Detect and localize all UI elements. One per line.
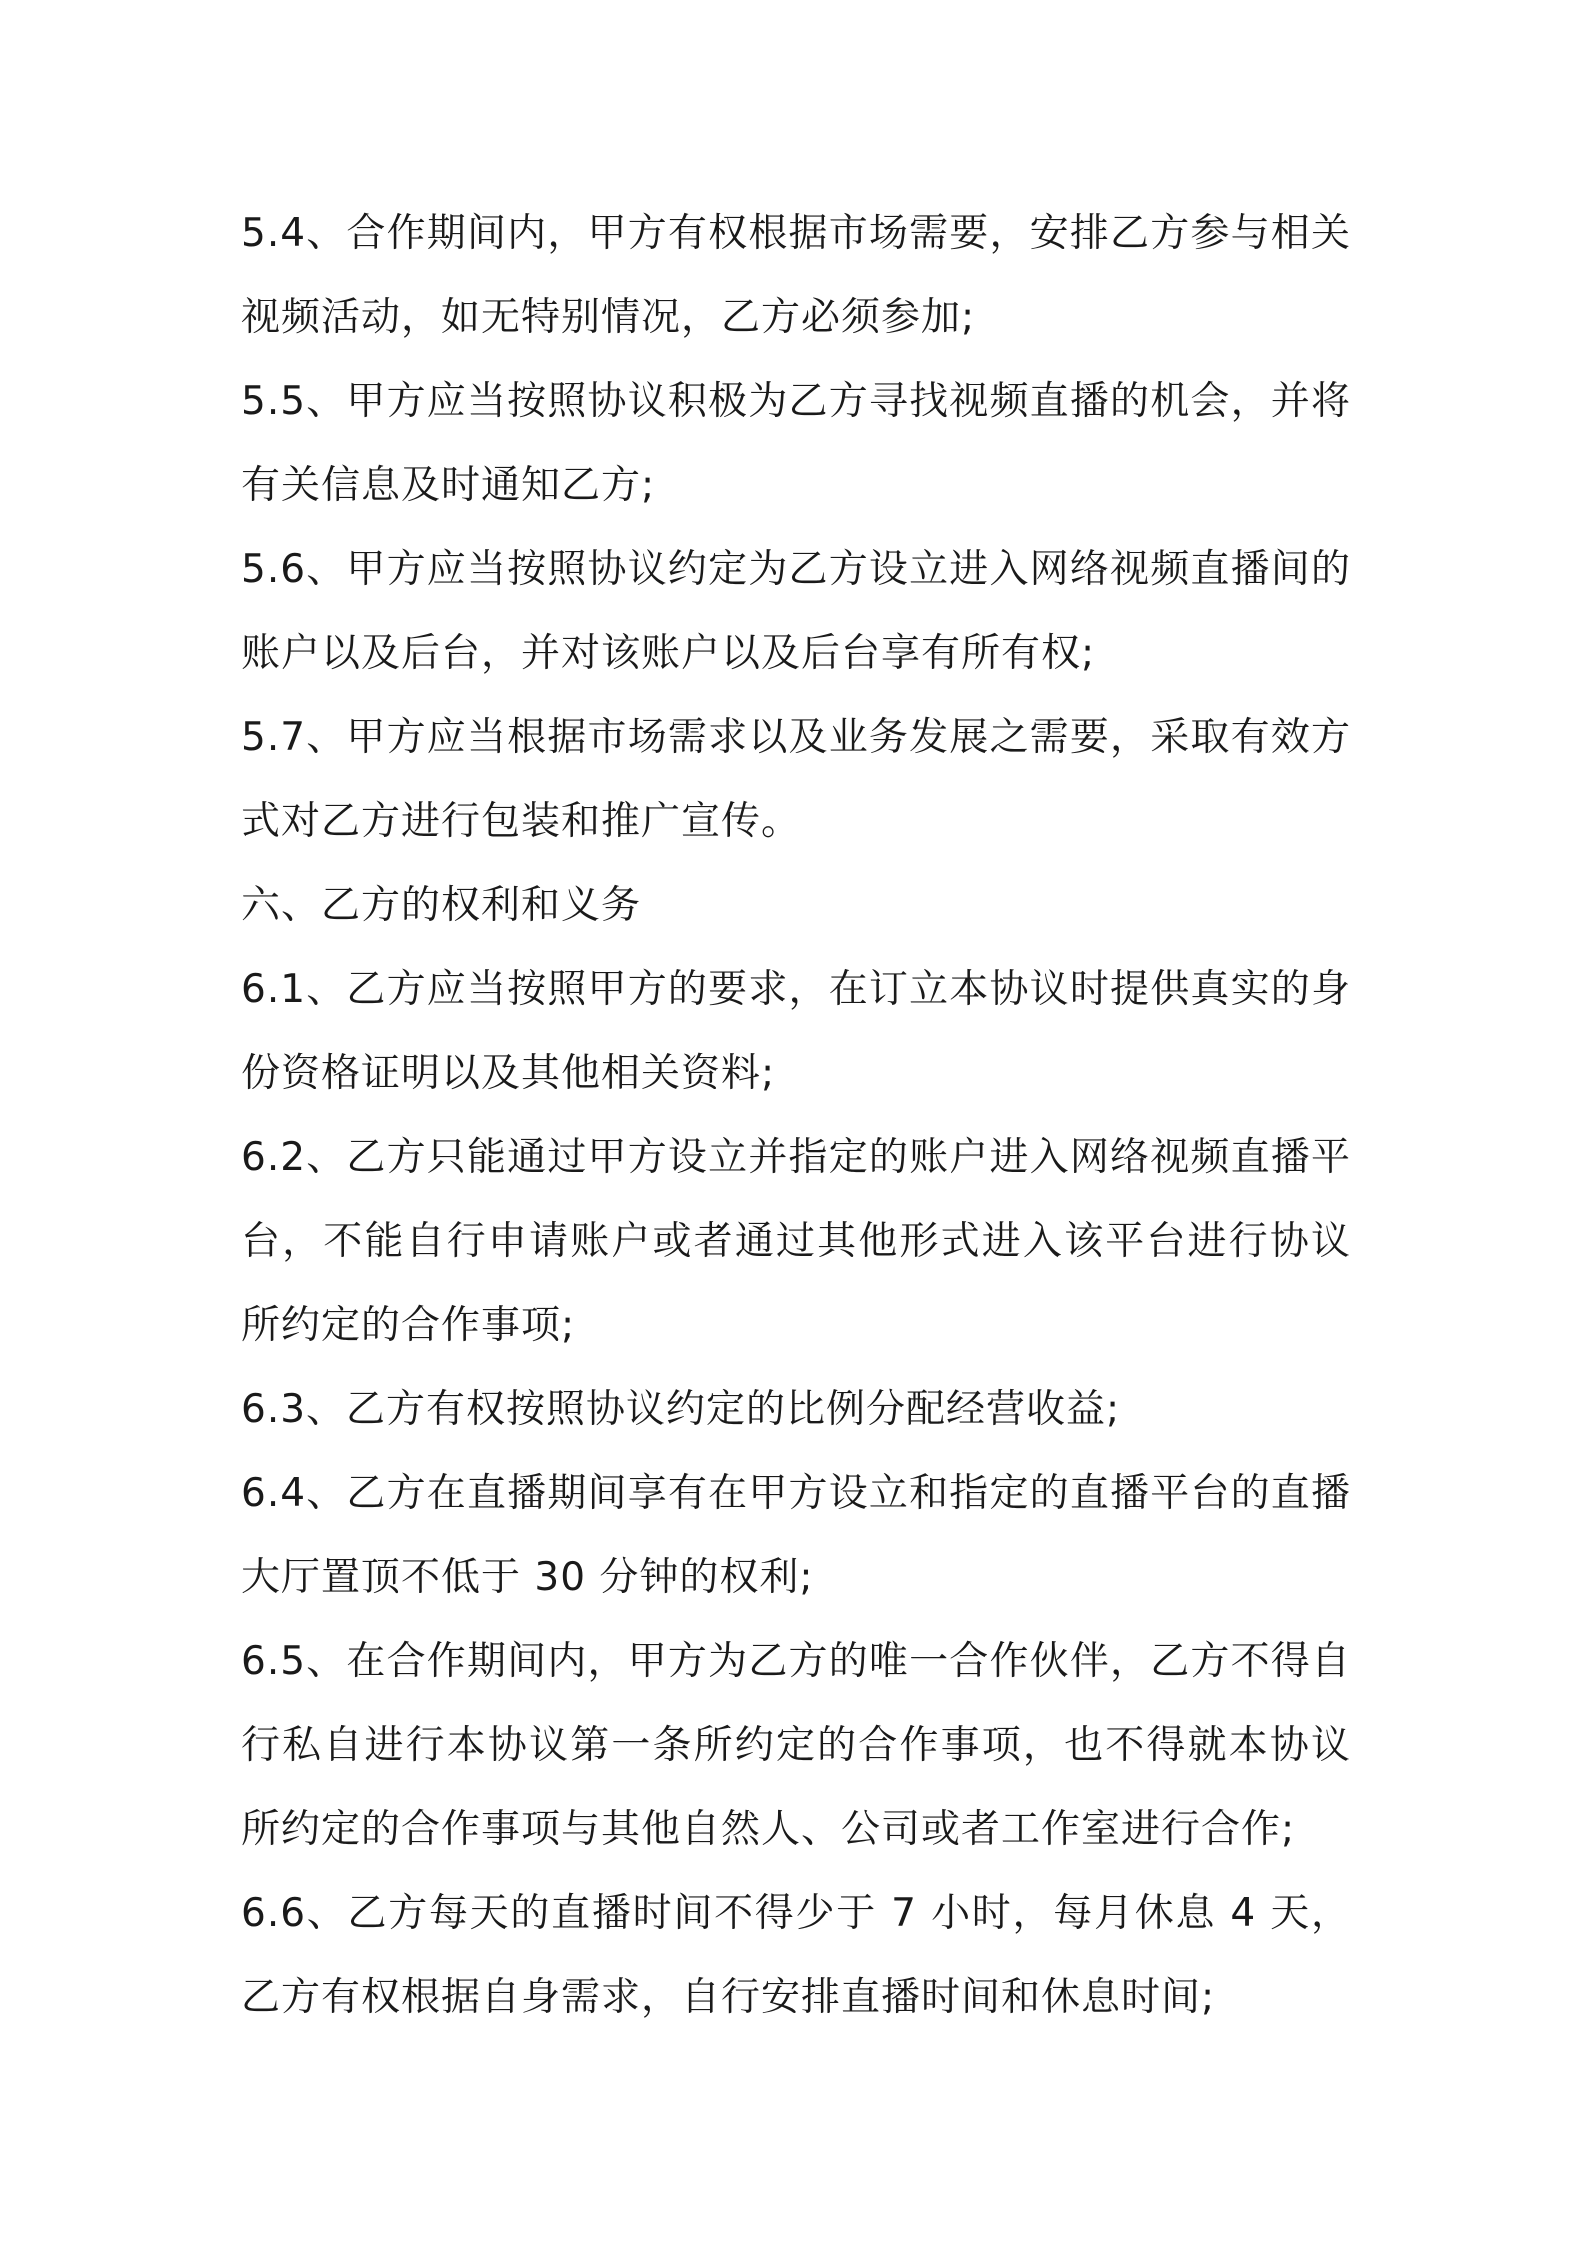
document-body — [241, 192, 1351, 2040]
clause-5-5: 5.5、甲方应当按照协议积极为乙方寻找视频直播的机会，并将有关信息及时通知乙方; — [241, 379, 1351, 508]
clause-6-1: 6.1、乙方应当按照甲方的要求，在订立本协议时提供真实的身份资格证明以及其他相关资料; — [241, 967, 1351, 1096]
clause-6-4: 6.4、乙方在直播期间享有在甲方设立和指定的直播平台的直播大厅置顶不低于 30 分钟的权利; — [241, 1471, 1351, 1600]
clause-5-6: 5.6、甲方应当按照协议约定为乙方设立进入网络视频直播间的账户以及后台，并对该账户以及后台享有所有权; — [241, 547, 1351, 676]
clause-5-4: 5.4、合作期间内，甲方有权根据市场需要，安排乙方参与相关视频活动，如无特别情况，乙方必须参加; — [241, 211, 1351, 340]
clause-6-3: 6.3、乙方有权按照协议约定的比例分配经营收益; — [241, 1387, 1121, 1432]
clause-6-6: 6.6、乙方每天的直播时间不得少于 7 小时，每月休息 4 天，乙方有权根据自身需求，自行安排直播时间和休息时间; — [241, 1891, 1351, 2020]
clause-5-7: 5.7、甲方应当根据市场需求以及业务发展之需要，采取有效方式对乙方进行包装和推广宣传。 — [241, 715, 1351, 844]
section-heading-6: 六、乙方的权利和义务 — [241, 883, 642, 928]
clause-6-2: 6.2、乙方只能通过甲方设立并指定的账户进入网络视频直播平台，不能自行申请账户或者通过其他形式进入该平台进行协议所约定的合作事项; — [241, 1135, 1351, 1348]
clause-6-5: 6.5、在合作期间内，甲方为乙方的唯一合作伙伴，乙方不得自行私自进行本协议第一条所约定的合作事项，也不得就本协议所约定的合作事项与其他自然人、公司或者工作室进行合作; — [241, 1639, 1351, 1852]
